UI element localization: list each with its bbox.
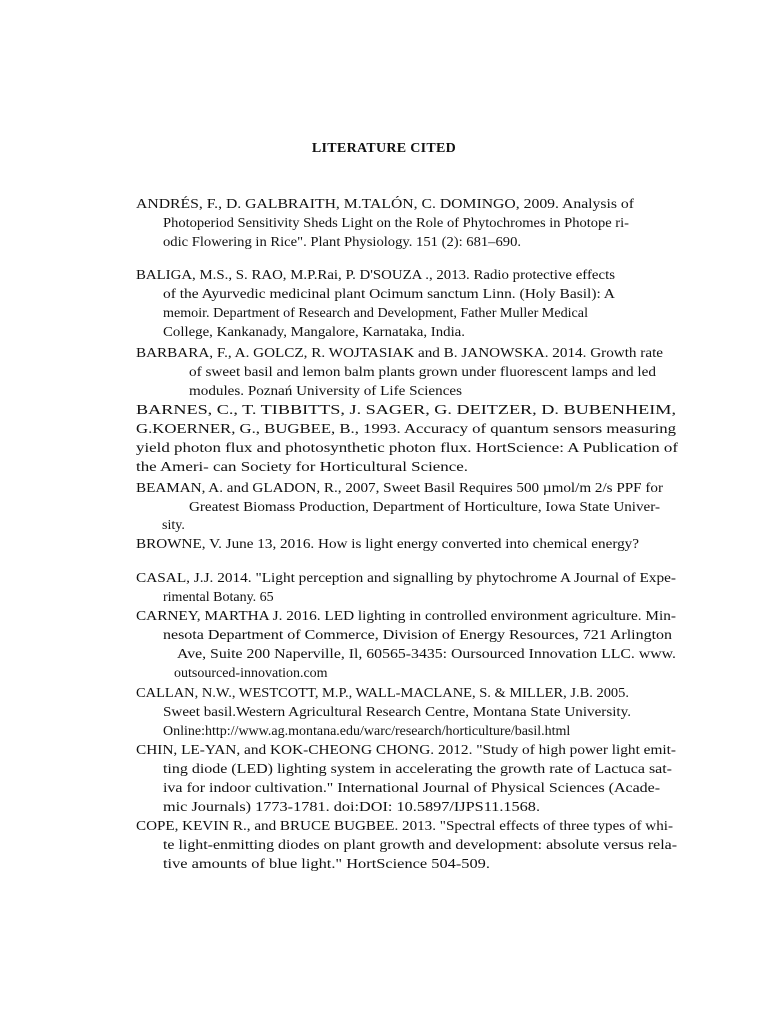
- reference-line: BARBARA, F., A. GOLCZ, R. WOJTASIAK and B. JANOWSKA. 2014. Growth rate: [136, 346, 664, 361]
- reference-line: of the Ayurvedic medicinal plant Ocimum sanctum Linn. (Holy Basil): A: [163, 287, 615, 302]
- reference-line: BROWNE, V. June 13, 2016. How is light energy converted into chemical energy?: [136, 537, 640, 552]
- reference-line: Sweet basil.Western Agricultural Research Centre, Montana State University.: [163, 705, 631, 720]
- reference-line: nesota Department of Commerce, Division of Energy Resources, 721 Arlington: [163, 628, 672, 643]
- reference-line: BEAMAN, A. and GLADON, R., 2007, Sweet Basil Requires 500 µmol/m 2/s PPF for: [136, 481, 664, 496]
- reference-line: Online:http://www.ag.montana.edu/warc/research/horticulture/basil.html: [163, 724, 571, 739]
- reference-line: of sweet basil and lemon balm plants grown under fluorescent lamps and led: [189, 365, 657, 380]
- reference-line: ANDRÉS, F., D. GALBRAITH, M.TALÓN, C. DOMINGO, 2009. Analysis of: [136, 197, 635, 212]
- reference-line: CHIN, LE-YAN, and KOK-CHEONG CHONG. 2012. "Study of high power light emit-: [136, 743, 676, 758]
- reference-line: odic Flowering in Rice". Plant Physiology. 151 (2): 681–690.: [163, 235, 522, 250]
- reference-line: memoir. Department of Research and Development, Father Muller Medical: [163, 306, 588, 321]
- reference-line: CARNEY, MARTHA J. 2016. LED lighting in controlled environment agriculture. Min-: [136, 609, 676, 624]
- reference-line: COPE, KEVIN R., and BRUCE BUGBEE. 2013. "Spectral effects of three types of whi-: [136, 819, 673, 834]
- reference-line: sity.: [162, 518, 185, 533]
- reference-line: BALIGA, M.S., S. RAO, M.P.Rai, P. D'SOUZA ., 2013. Radio protective effects: [136, 268, 615, 283]
- reference-line: G.KOERNER, G., BUGBEE, B., 1993. Accuracy of quantum sensors measuring: [136, 422, 676, 437]
- reference-line: CASAL, J.J. 2014. "Light perception and signalling by phytochrome A Journal of Expe-: [136, 571, 677, 586]
- reference-line: yield photon flux and photosynthetic photon flux. HortScience: A Publication of: [136, 441, 678, 456]
- reference-line: College, Kankanady, Mangalore, Karnataka, India.: [163, 325, 465, 340]
- reference-line: te light-enmitting diodes on plant growth and development: absolute versus rela-: [163, 838, 678, 853]
- reference-line: outsourced-innovation.com: [174, 666, 328, 681]
- reference-line: mic Journals) 1773-1781. doi:DOI: 10.5897/IJPS11.1568.: [163, 800, 541, 815]
- reference-line: Ave, Suite 200 Naperville, Il, 60565-3435: Oursourced Innovation LLC. www.: [177, 647, 676, 662]
- page-title: LITERATURE CITED: [311, 141, 457, 156]
- reference-line: BARNES, C., T. TIBBITTS, J. SAGER, G. DEITZER, D. BUBENHEIM,: [136, 403, 677, 418]
- reference-line: ting diode (LED) lighting system in accelerating the growth rate of Lactuca sat-: [163, 762, 673, 777]
- reference-line: Greatest Biomass Production, Department of Horticulture, Iowa State Univer-: [189, 500, 661, 515]
- reference-line: Photoperiod Sensitivity Sheds Light on the Role of Phytochromes in Photope ri-: [163, 216, 629, 231]
- reference-line: modules. Poznań University of Life Sciences: [189, 384, 463, 399]
- reference-line: the Ameri- can Society for Horticultural Science.: [136, 460, 469, 475]
- reference-line: tive amounts of blue light." HortScience 504-509.: [163, 857, 490, 872]
- reference-line: iva for indoor cultivation." International Journal of Physical Sciences (Acade-: [163, 781, 661, 796]
- reference-line: rimental Botany. 65: [163, 590, 274, 605]
- reference-line: CALLAN, N.W., WESTCOTT, M.P., WALL-MACLANE, S. & MILLER, J.B. 2005.: [136, 686, 630, 701]
